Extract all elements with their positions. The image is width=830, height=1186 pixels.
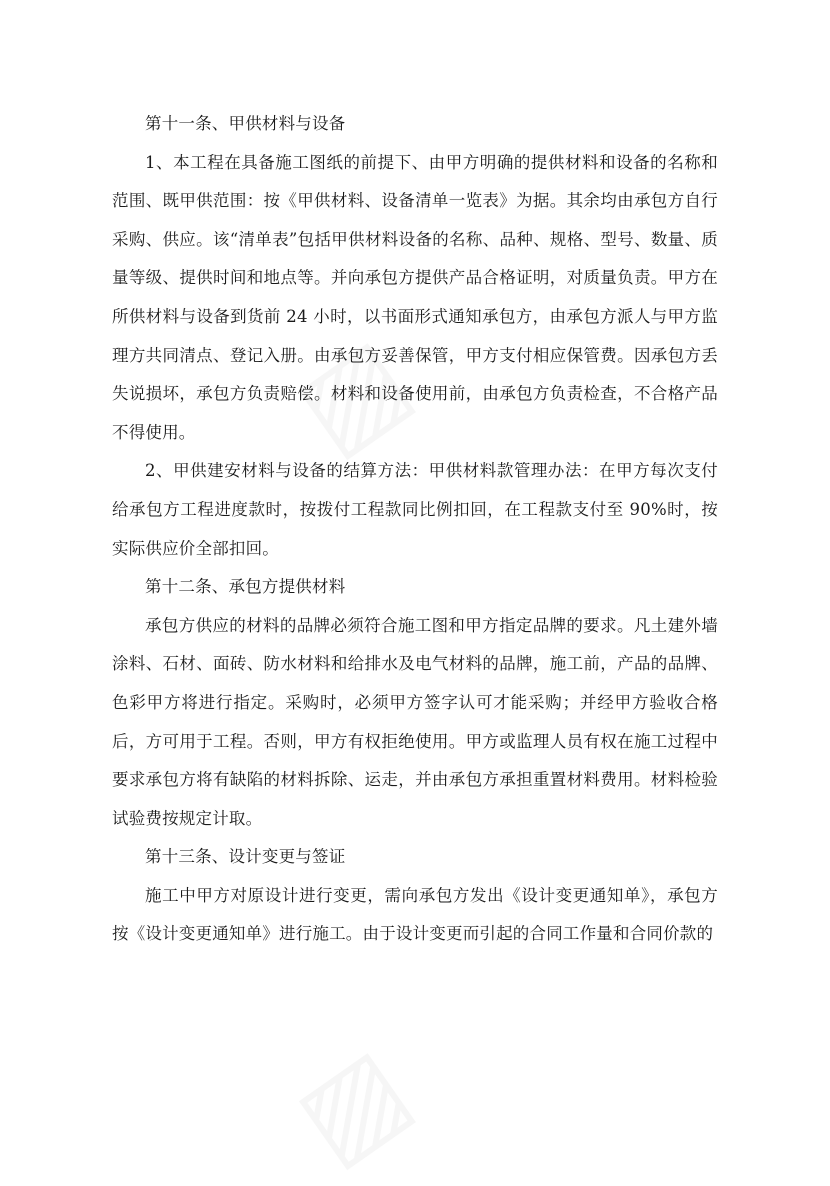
paragraph: 施工中甲方对原设计进行变更，需向承包方发出《设计变更通知单》，承包方按《设计变更通知单》进行施工。由于设计变更而引起的合同工作量和合同价款的 [112,885,718,944]
section-heading-13: 第十三条、设计变更与签证 [145,847,346,867]
document-body [112,105,718,954]
paragraph: 1、本工程在具备施工图纸的前提下、由甲方明确的提供材料和设备的名称和范围、既甲供范围：按《甲供材料、设备清单一览表》为据。其余均由承包方自行采购、供应。该“清单表”包括甲供材料设备的名称、品种、规格、型号、数量、质量等级、提供时间和地点等。并向承包方提供产品合格证明，对质量负责。甲方在所供材料与设备到货前 24 小时，以书面形式通知承包方，由承包方派人与甲方监理方共同清点、登记入册。由承包方妥善保管，甲方支付相应保管费。因承包方丢失说损坏，承包方负责赔偿。材料和设备使用前，由承包方负责检查，不合格产品不得使用。 [112,152,718,442]
section-heading-12: 第十二条、承包方提供材料 [145,577,346,597]
watermark [273,1022,432,1186]
section-heading-11: 第十一条、甲供材料与设备 [145,114,346,133]
paragraph: 2、甲供建安材料与设备的结算方法：甲供材料款管理办法：在甲方每次支付给承包方工程进度款时，按拨付工程款同比例扣回，在工程款支付至 90%时，按实际供应价全部扣回。 [112,461,718,558]
paragraph: 承包方供应的材料的品牌必须符合施工图和甲方指定品牌的要求。凡土建外墙涂料、石材、面砖、防水材料和给排水及电气材料的品牌，施工前，产品的品牌、色彩甲方将进行指定。采购时，必须甲方签字认可才能采购；并经甲方验收合格后，方可用于工程。否则，甲方有权拒绝使用。甲方或监理人员有权在施工过程中要求承包方将有缺陷的材料拆除、运走，并由承包方承担重置材料费用。材料检验试验费按规定计取。 [112,615,718,828]
